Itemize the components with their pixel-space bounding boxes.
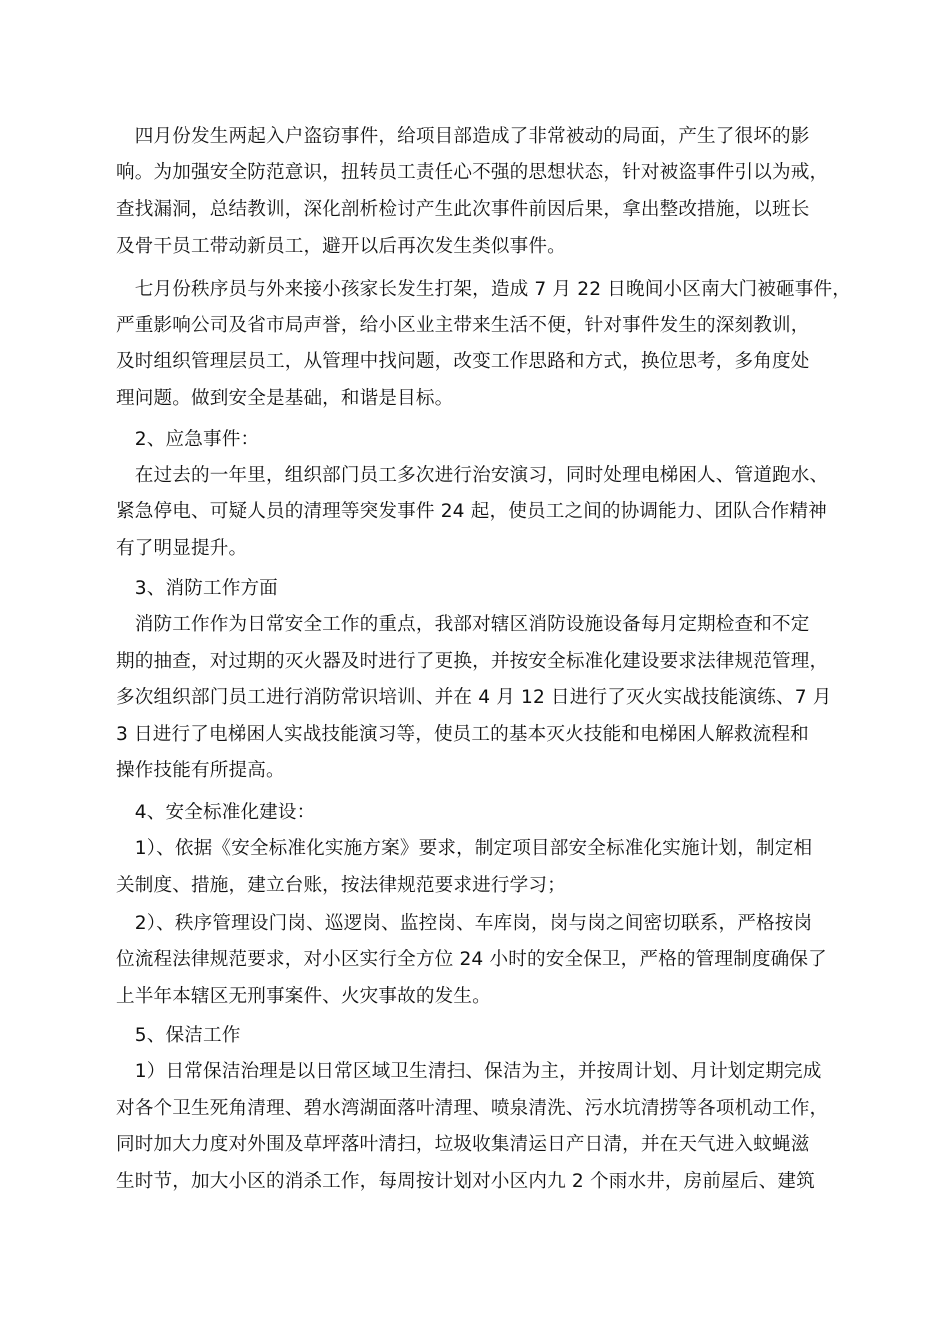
text-line: 1）日常保洁治理是以日常区域卫生清扫、保洁为主，并按周计划、月计划定期完成 bbox=[116, 1061, 822, 1082]
text-line: 关制度、措施，建立台账，按法律规范要求进行学习； bbox=[116, 875, 566, 896]
section-heading: 4、安全标准化建设： bbox=[116, 802, 316, 823]
text-line: 期的抽查，对过期的灭火器及时进行了更换，并按安全标准化建设要求法律规范管理， bbox=[116, 651, 829, 672]
text-line: 消防工作作为日常安全工作的重点，我部对辖区消防设施设备每月定期检查和不定 bbox=[116, 614, 810, 635]
section-heading: 2、应急事件： bbox=[116, 429, 260, 450]
text-line: 在过去的一年里，组织部门员工多次进行治安演习，同时处理电梯困人、管道跑水、 bbox=[116, 465, 829, 486]
text-line: 生时节，加大小区的消杀工作，每周按计划对小区内九 2 个雨水井，房前屋后、建筑 bbox=[116, 1171, 815, 1192]
text-line: 查找漏洞，总结教训，深化剖析检讨产生此次事件前因后果，拿出整改措施，以班长 bbox=[116, 199, 810, 220]
text-line: 1）、依据《安全标准化实施方案》要求，制定项目部安全标准化实施计划，制定相 bbox=[116, 838, 813, 859]
text-line: 有了明显提升。 bbox=[116, 538, 248, 559]
text-line: 理问题。做到安全是基础，和谐是目标。 bbox=[116, 388, 454, 409]
text-line: 3 日进行了电梯困人实战技能演习等，使员工的基本灭火技能和电梯困人解救流程和 bbox=[116, 724, 809, 745]
text-line: 多次组织部门员工进行消防常识培训、并在 4 月 12 日进行了灭火实战技能演练、7 月 bbox=[116, 687, 832, 708]
text-line: 严重影响公司及省市局声誉，给小区业主带来生活不便，针对事件发生的深刻教训， bbox=[116, 315, 810, 336]
text-line: 2）、秩序管理设门岗、巡逻岗、监控岗、车库岗，岗与岗之间密切联系，严格按岗 bbox=[116, 913, 813, 934]
text-line: 操作技能有所提高。 bbox=[116, 760, 285, 781]
text-line: 同时加大力度对外围及草坪落叶清扫，垃圾收集清运日产日清，并在天气进入蚊蝇滋 bbox=[116, 1134, 810, 1155]
section-heading: 3、消防工作方面 bbox=[116, 578, 278, 599]
text-line: 对各个卫生死角清理、碧水湾湖面落叶清理、喷泉清洗、污水坑清捞等各项机动工作， bbox=[116, 1098, 829, 1119]
text-line: 及时组织管理层员工，从管理中找问题，改变工作思路和方式，换位思考，多角度处 bbox=[116, 351, 810, 372]
text-line: 七月份秩序员与外来接小孩家长发生打架，造成 7 月 22 日晚间小区南大门被砸事件， bbox=[116, 279, 851, 300]
text-line: 及骨干员工带动新员工，避开以后再次发生类似事件。 bbox=[116, 236, 566, 257]
text-line: 响。为加强安全防范意识，扭转员工责任心不强的思想状态，针对被盗事件引以为戒， bbox=[116, 162, 829, 183]
section-heading: 5、保洁工作 bbox=[116, 1025, 241, 1046]
text-line: 四月份发生两起入户盗窃事件，给项目部造成了非常被动的局面，产生了很坏的影 bbox=[116, 126, 810, 147]
text-line: 紧急停电、可疑人员的清理等突发事件 24 起，使员工之间的协调能力、团队合作精神 bbox=[116, 501, 827, 522]
text-line: 上半年本辖区无刑事案件、火灾事故的发生。 bbox=[116, 986, 491, 1007]
text-line: 位流程法律规范要求，对小区实行全方位 24 小时的安全保卫，严格的管理制度确保了 bbox=[116, 949, 827, 970]
